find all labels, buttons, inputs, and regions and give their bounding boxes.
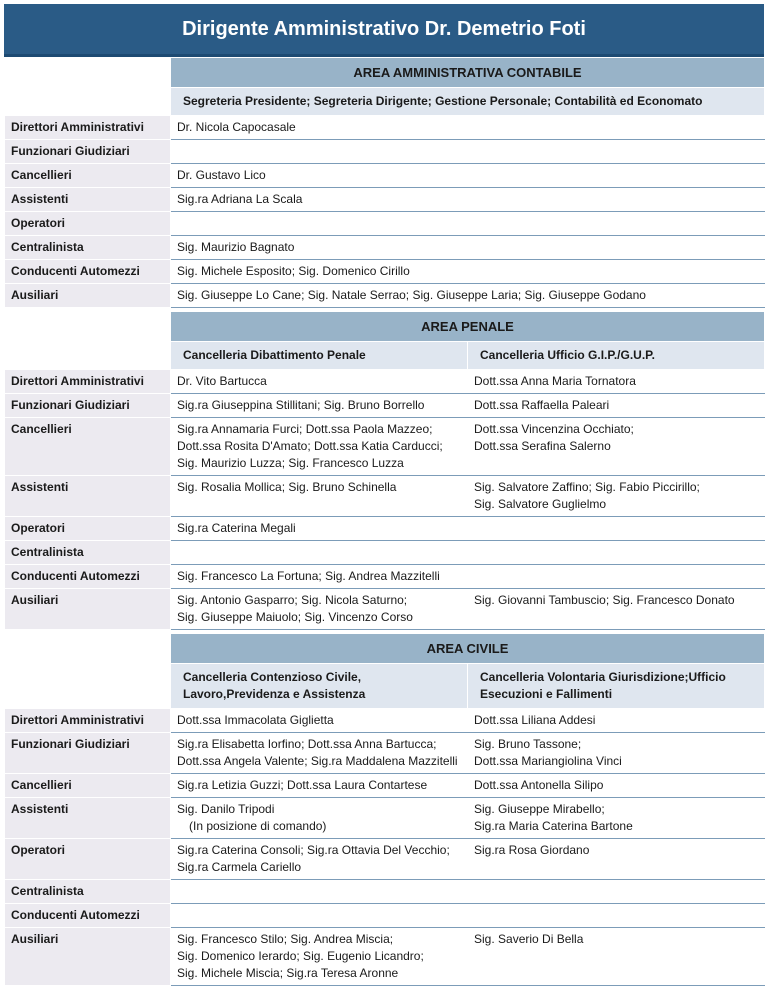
table-row: [5, 709, 765, 733]
staff-name-line: Dott.ssa Rosita D'Amato; Dott.ssa Katia Carducci;: [177, 439, 443, 453]
office-title: Segreteria Presidente; Segreteria Dirigente; Gestione Personale; Contabilità ed Economato: [171, 88, 765, 116]
staff-name-line: Sig. Salvatore Guglielmo: [474, 497, 607, 511]
staff-name-line: Sig. Rosalia Mollica; Sig. Bruno Schinella: [177, 480, 397, 494]
page-title: Dirigente Amministrativo Dr. Demetrio Foti: [4, 4, 764, 57]
staff-names: [468, 928, 765, 986]
table-row: [5, 839, 765, 880]
staff-name-line: Sig. Saverio Di Bella: [474, 932, 584, 946]
staff-name-line: Dott.ssa Antonella Silipo: [474, 778, 604, 792]
staff-name-line: Sig. Maurizio Luzza; Sig. Francesco Luzza: [177, 456, 404, 470]
header-blank-cell: [5, 88, 171, 116]
staff-names: Sig. Giuseppe Lo Cane; Sig. Natale Serrao; Sig. Giuseppe Laria; Sig. Giuseppe Godano: [171, 284, 765, 308]
office-title: [468, 664, 765, 709]
role-label: Direttori Amministrativi: [5, 116, 171, 140]
table-row: [5, 880, 765, 904]
staff-names: [468, 565, 765, 589]
table-row: [5, 418, 765, 476]
table-row: [5, 140, 765, 164]
role-label: Centralinista: [5, 541, 171, 565]
office-title-line: Ufficio Esecuzioni e Fallimenti: [480, 670, 726, 701]
staff-name-line: Dott.ssa Liliana Addesi: [474, 713, 596, 727]
role-label: Cancellieri: [5, 418, 171, 476]
office-title: [171, 664, 468, 709]
staff-names: [468, 880, 765, 904]
role-label: Conducenti Automezzi: [5, 260, 171, 284]
role-label: Operatori: [5, 212, 171, 236]
office-title-line: Previdenza e Assistenza: [226, 687, 366, 701]
staff-names: [171, 517, 468, 541]
staff-names: [171, 589, 468, 630]
staff-names: [468, 798, 765, 839]
staff-name-line: Sig. Francesco Stilo; Sig. Andrea Miscia;: [177, 932, 394, 946]
staff-names: [171, 839, 468, 880]
header-blank-cell: [5, 634, 171, 664]
staff-names: [468, 774, 765, 798]
role-label: Direttori Amministrativi: [5, 370, 171, 394]
staff-names: Sig.ra Adriana La Scala: [171, 188, 765, 212]
table-row: [5, 589, 765, 630]
staff-names: [171, 370, 468, 394]
staff-name-line: Sig. Salvatore Zaffino; Sig. Fabio Piccirillo;: [474, 480, 700, 494]
table-row: [5, 774, 765, 798]
staff-name-line: Sig.ra Maria Caterina Bartone: [474, 819, 633, 833]
staff-names: Sig. Maurizio Bagnato: [171, 236, 765, 260]
staff-names: [171, 565, 468, 589]
role-label: Ausiliari: [5, 589, 171, 630]
staff-names: [468, 709, 765, 733]
staff-names: [171, 733, 468, 774]
staff-names: [171, 476, 468, 517]
staff-name-line: Sig.ra Caterina Megali: [177, 521, 296, 535]
staff-names: [468, 589, 765, 630]
table-row: [5, 284, 765, 308]
role-label: Direttori Amministrativi: [5, 709, 171, 733]
section-subheader-row: [5, 342, 765, 370]
staff-names: [468, 733, 765, 774]
staff-names: [171, 541, 468, 565]
table-row: [5, 798, 765, 839]
section-header-row: [5, 634, 765, 664]
role-label: Assistenti: [5, 798, 171, 839]
role-label: Funzionari Giudiziari: [5, 733, 171, 774]
staff-name-line: Sig. Bruno Tassone;: [474, 737, 582, 751]
staff-names: [171, 394, 468, 418]
table-row: [5, 236, 765, 260]
staff-name-line: Sig. Francesco La Fortuna; Sig. Andrea Mazzitelli: [177, 569, 440, 583]
office-title: [171, 342, 468, 370]
table-row: [5, 212, 765, 236]
header-blank-cell: [5, 58, 171, 88]
staff-names: [171, 880, 468, 904]
staff-names: [468, 904, 765, 928]
role-label: Operatori: [5, 517, 171, 541]
staff-name-line: Sig. Michele Miscia; Sig.ra Teresa Aronne: [177, 966, 399, 980]
table-row: [5, 928, 765, 986]
table-row: [5, 116, 765, 140]
office-title-line: Cancelleria Volontaria Giurisdizione;: [480, 670, 689, 684]
staff-name-line: Dott.ssa Immacolata Giglietta: [177, 713, 334, 727]
office-title-line: Cancelleria Dibattimento Penale: [183, 348, 366, 362]
header-blank-cell: [5, 664, 171, 709]
role-label: Assistenti: [5, 476, 171, 517]
role-label: Assistenti: [5, 188, 171, 212]
role-label: Operatori: [5, 839, 171, 880]
staff-name-line: Sig. Antonio Gasparro; Sig. Nicola Saturno;: [177, 593, 408, 607]
staff-names: [468, 370, 765, 394]
staff-name-line: Dott.ssa Serafina Salerno: [474, 439, 611, 453]
table-row: [5, 733, 765, 774]
staff-name-line: Sig. Giovanni Tambuscio; Sig. Francesco Donato: [474, 593, 735, 607]
table-row: [5, 370, 765, 394]
role-label: Ausiliari: [5, 928, 171, 986]
office-title-line: Cancelleria Contenzioso Civile, Lavoro,: [183, 670, 362, 701]
staff-name-line: Sig.ra Annamaria Furci; Dott.ssa Paola Mazzeo;: [177, 422, 433, 436]
table-row: [5, 904, 765, 928]
office-title: [468, 342, 765, 370]
table-row: [5, 164, 765, 188]
table-row: [5, 541, 765, 565]
staff-names: [171, 774, 468, 798]
section-header-row: [5, 312, 765, 342]
staff-name-line: Sig.ra Carmela Cariello: [177, 860, 302, 874]
role-label: Funzionari Giudiziari: [5, 394, 171, 418]
staff-name-line: Sig. Danilo Tripodi: [177, 802, 275, 816]
role-label: Centralinista: [5, 880, 171, 904]
staff-name-line: Dr. Vito Bartucca: [177, 374, 267, 388]
role-label: Conducenti Automezzi: [5, 565, 171, 589]
staff-names: Dr. Nicola Capocasale: [171, 116, 765, 140]
staff-names: [171, 140, 765, 164]
header-blank-cell: [5, 342, 171, 370]
staff-name-line: Sig.ra Elisabetta Iorfino; Dott.ssa Anna Bartucca;: [177, 737, 437, 751]
staff-names: Dr. Gustavo Lico: [171, 164, 765, 188]
header-blank-cell: [5, 312, 171, 342]
role-label: Ausiliari: [5, 284, 171, 308]
table-row: [5, 476, 765, 517]
staff-names: [468, 476, 765, 517]
staff-name-line: Sig. Domenico Ierardo; Sig. Eugenio Licandro;: [177, 949, 424, 963]
section-header-row: [5, 58, 765, 88]
staff-name-line: Sig. Giuseppe Mirabello;: [474, 802, 605, 816]
role-label: Cancellieri: [5, 774, 171, 798]
staff-names: [468, 839, 765, 880]
section-heading: AREA PENALE: [171, 312, 765, 342]
table-row: [5, 517, 765, 541]
role-label: Conducenti Automezzi: [5, 904, 171, 928]
staff-names: Sig. Michele Esposito; Sig. Domenico Cirillo: [171, 260, 765, 284]
staff-name-line: Dott.ssa Angela Valente; Sig.ra Maddalena Mazzitelli: [177, 754, 458, 768]
staff-name-line: Sig.ra Rosa Giordano: [474, 843, 590, 857]
role-label: Cancellieri: [5, 164, 171, 188]
section-heading: AREA CIVILE: [171, 634, 765, 664]
staff-table: [4, 57, 765, 986]
staff-names: [171, 418, 468, 476]
section-heading: AREA AMMINISTRATIVA CONTABILE: [171, 58, 765, 88]
table-row: [5, 260, 765, 284]
staff-names: [171, 798, 468, 839]
staff-name-line: Dott.ssa Raffaella Paleari: [474, 398, 610, 412]
staff-name-line: Sig. Giuseppe Maiuolo; Sig. Vincenzo Corso: [177, 610, 413, 624]
staff-names: [468, 418, 765, 476]
staff-name-line: (In posizione di comando): [189, 819, 327, 833]
staff-name-line: Dott.ssa Vincenzina Occhiato;: [474, 422, 634, 436]
role-label: Centralinista: [5, 236, 171, 260]
table-row: [5, 188, 765, 212]
table-row: [5, 565, 765, 589]
role-label: Funzionari Giudiziari: [5, 140, 171, 164]
staff-name-line: Sig.ra Caterina Consoli; Sig.ra Ottavia Del Vecchio;: [177, 843, 450, 857]
staff-names: [171, 709, 468, 733]
staff-names: [468, 517, 765, 541]
staff-names: [171, 212, 765, 236]
staff-name-line: Dott.ssa Anna Maria Tornatora: [474, 374, 636, 388]
staff-names: [468, 541, 765, 565]
section-subheader-row: [5, 664, 765, 709]
staff-names: [171, 928, 468, 986]
staff-name-line: Sig.ra Giuseppina Stillitani; Sig. Bruno Borrello: [177, 398, 425, 412]
table-row: [5, 394, 765, 418]
section-subheader-row: [5, 88, 765, 116]
staff-name-line: Sig.ra Letizia Guzzi; Dott.ssa Laura Contartese: [177, 778, 428, 792]
staff-names: [468, 394, 765, 418]
staff-names: [171, 904, 468, 928]
office-title-line: Cancelleria Ufficio G.I.P./G.U.P.: [480, 348, 655, 362]
staff-name-line: Dott.ssa Mariangiolina Vinci: [474, 754, 622, 768]
